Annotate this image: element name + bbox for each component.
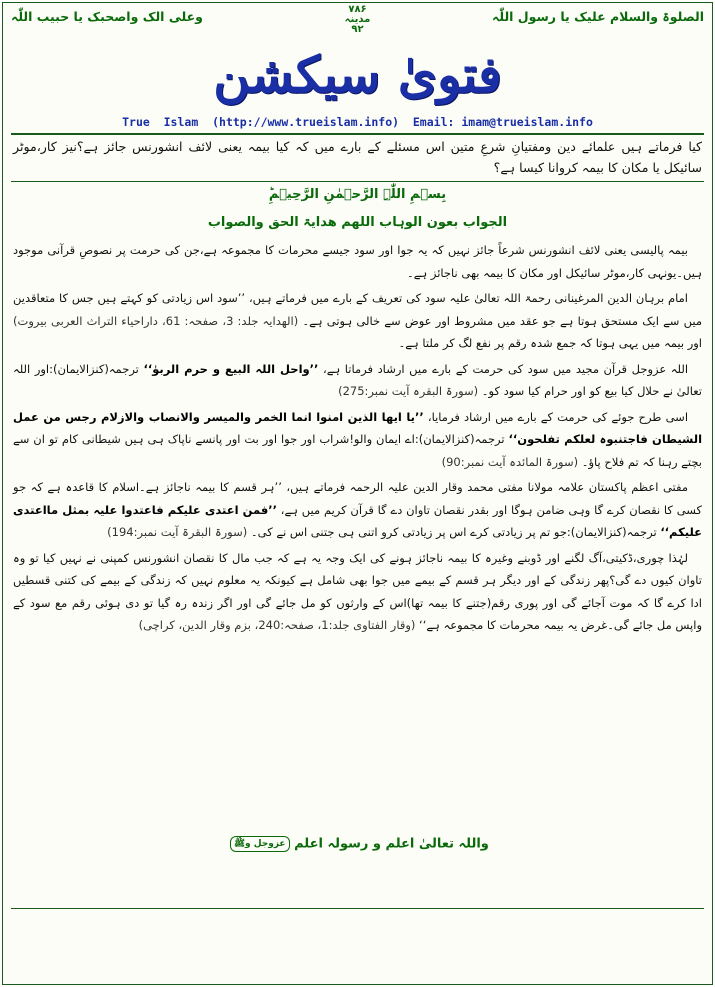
paragraph-text: لہٰذا چوری،ڈکیتی،آگ لگنے اور ڈوبنے وغیرہ کا بیمہ ناجائز ہونے کی ایک وجہ یہ ہے کہ جب مال کا نقصان انشورنس کمپنی نے نہیں کیا تو وہ تاوان کیوں دے گی؟پھر زندگی کے اور دیگر ہر قسم کے بیمے میں جوا بھی شامل ہے کیونکہ یہ معلوم نہیں کہ زندگی کے بیمے کی کتنی قسطیں ادا کرے گا کہ موت آجائے گی اور پوری رقم(جتنے کا بیمہ تھا)اس کے وارثوں کو مل جائے گی اور اگر زندہ رہ گیا تو دی ہوئی رقم مع سود کے واپس مل جائے گی۔غرض یہ بیمہ محرمات کا مجموعہ ہے‘‘	[13, 550, 702, 632]
reference-citation: (سورۃ البقرۃ آیت نمبر:194)	[107, 525, 248, 539]
website-email-line: True Islam (http://www.trueislam.info) Email: imam@trueislam.info	[122, 115, 593, 129]
answer-paragraph	[13, 239, 702, 284]
divider-question	[11, 181, 704, 182]
quran-ayah: ’’فمن اعتدی علیکم فاعتدوا علیہ بمثل مااعتدی علیکم‘‘	[13, 502, 702, 539]
bismillah-heading: بِسۡمِ اللّٰہِ الرَّحۡمٰنِ الرَّحِیۡمِ‎ؕ	[268, 187, 447, 202]
jawab-heading: الجواب بعون الوہاب اللھم ھدایۃ الحق والصواب	[207, 215, 508, 230]
fatwa-number-mid: مدینہ	[344, 14, 371, 25]
paragraph-text: اللہ عزوجل قرآن مجید میں سود کی حرمت کے بارے میں ارشاد فرماتا ہے،	[323, 361, 689, 376]
reference-citation: (الھدایہ جلد: 3، صفحہ: 61، داراحیاء التراث العربی بیروت)	[13, 313, 299, 328]
answer-paragraph	[13, 476, 702, 544]
fatwa-number-bottom: ۹۲	[351, 24, 364, 35]
quran-ayah: ’’واحل اللہ البیع و حرم الربوٰ‘‘	[143, 361, 319, 376]
paragraph-tail: ترجمہ(کنزالایمان):اے ایمان والو!شراب اور جوا اور بت اور پانسے ناپاک ہی ہیں شیطانی کام تو ان سے بچتے رہنا کہ تم فلاح پاؤ۔	[13, 432, 702, 469]
closing-text: واللہ تعالیٰ اعلم و رسولہ اعلم	[294, 836, 489, 852]
answer-body	[13, 239, 702, 640]
divider-bottom	[11, 908, 704, 909]
reference-citation: (سورۃ المائدہ آیت نمبر:90)	[441, 454, 579, 469]
paragraph-tail: ترجمہ(کنزالایمان):اور اللہ تعالیٰ نے حلال کیا بیع کو اور حرام کیا سود کو۔	[13, 361, 702, 398]
reference-citation: (سورۃ البقرہ آیت نمبر:275)	[338, 384, 479, 398]
closing-line	[3, 836, 712, 852]
paragraph-tail: ترجمہ(کنزالایمان):جو تم پر زیادتی کرے اس پر زیادتی کرو اتنی ہی جتنی اس نے کی۔	[250, 525, 657, 539]
paragraph-text: بیمہ پالیسی یعنی لائف انشورنس شرعاً جائز نہیں کہ یہ جوا اور سود جیسے محرمات کا مجموعہ ہے،جن کی حرمت پر نصوصِ قرآنی موجود ہیں۔یونہی کار،موٹر سائیکل اور مکان کا بیمہ بھی ناجائز ہے۔	[13, 243, 702, 280]
divider-top	[11, 133, 704, 135]
paragraph-text: امام برہان الدین المرغینانی رحمۃ اللہ تعالیٰ علیہ سود کی تعریف کے بارے میں فرماتے ہیں، ’’سود اس زیادتی کو کہتے ہیں جس کا متعاقدین میں سے ایک مستحق ہوتا ہے جو عقد میں مشروط اور عوض سے خالی ہوتی ہے۔	[13, 291, 702, 328]
salam-right-text: الصلوۃ والسلام علیک یا رسول اللّٰہ	[492, 9, 704, 24]
answer-paragraph	[13, 358, 702, 403]
reference-citation: (وقار الفتاوی جلد:1، صفحہ:240، بزم وقار الدین، کراچی)	[138, 618, 416, 632]
fatwa-number	[345, 5, 371, 35]
header-bar	[9, 4, 706, 35]
answer-paragraph	[13, 287, 702, 355]
paragraph-tail: اور بیمہ میں یہی ہوتا کہ جمع شدہ رقم پر نفع لگ کر ملتا ہے۔	[398, 336, 702, 350]
fatwa-number-top: ۷۸۶	[348, 4, 367, 15]
paragraph-text: اسی طرح جوئے کی حرمت کے بارے میں ارشاد فرمایا،	[427, 409, 689, 424]
quran-ayah: ’’یا ایھا الذین امنوا انما الخمر والمیسر والانصاب والازلام رجس من عمل الشیطان فاجتنبوہ لعلکم تفلحون‘‘	[13, 409, 703, 446]
paragraph-text: مفتی اعظم پاکستان علامہ مولانا مفتی محمد وقار الدین علیہ الرحمہ فرماتے ہیں، ’’ہر قسم کا بیمہ ناجائز ہے۔اسلام کا قاعدہ ہے کہ جو کسی کا نقصان کرے گا وہی ضامن ہوگا اور بقدر نقصان تاوان دے گا قرآن کریم میں ہے،	[13, 480, 703, 517]
salam-left-text: وعلی الک واصحبک یا حبیب اللّٰہ	[11, 9, 203, 24]
answer-paragraph	[13, 547, 702, 637]
page-title: فتویٰ سیکشن	[213, 45, 502, 104]
page-frame	[2, 2, 713, 985]
honorific-badge: عزوجل وﷺ	[230, 836, 289, 852]
question-text: کیا فرماتے ہیں علمائے دین ومفتیانِ شرعِ متین اس مسئلے کے بارے میں کہ کیا بیمہ یعنی لائف انشورنس جائز ہے؟نیز کار،موٹر سائیکل یا مکان کا بیمہ کروانا کیسا ہے؟	[13, 139, 702, 175]
answer-paragraph	[13, 406, 702, 474]
